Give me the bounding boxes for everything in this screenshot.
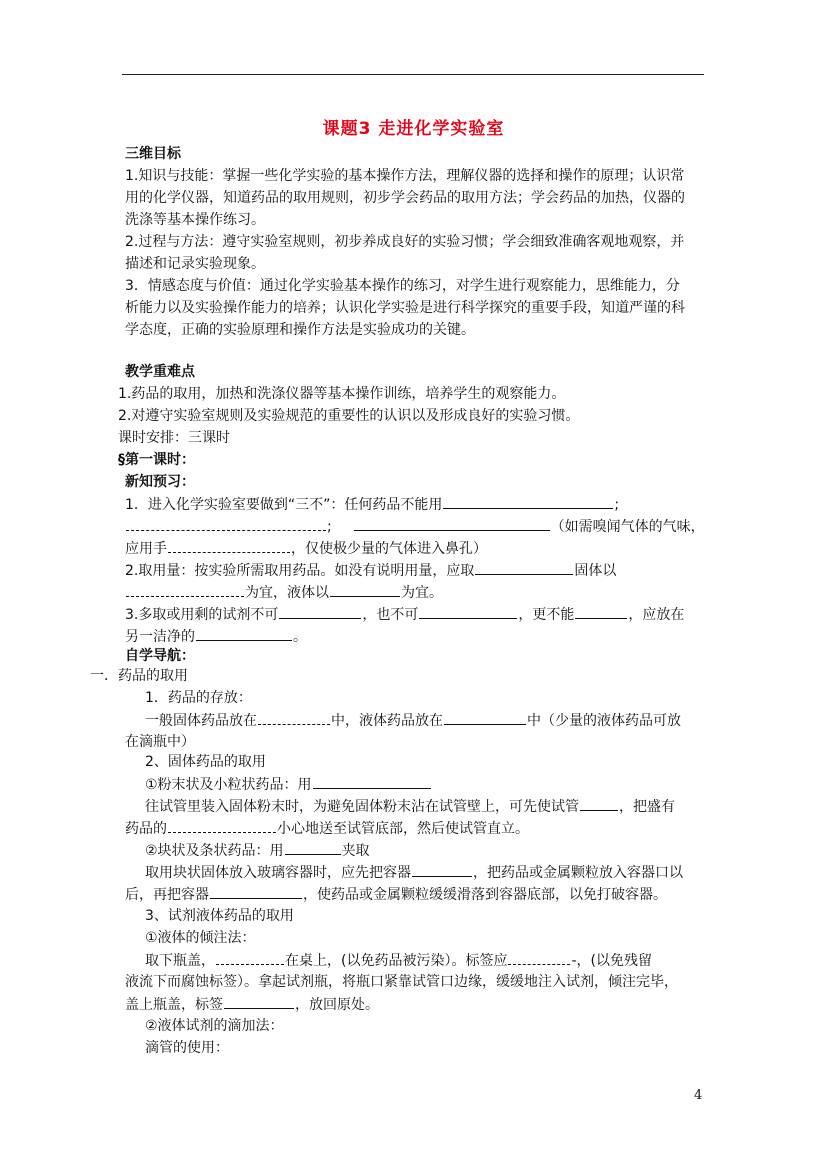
pouring-heading: ①液体的倾注法： xyxy=(145,930,256,946)
subsection-heading: 2、固体药品的取用 xyxy=(145,754,266,770)
fill-blank[interactable] xyxy=(216,950,284,965)
fill-blank[interactable] xyxy=(580,796,618,811)
text-span: 一般固体药品放在 xyxy=(145,713,257,729)
goal-text-line: 用的化学仪器，知道药品的取用规则，初步学会药品的取用方法；学会药品的加热，仪器的 xyxy=(125,190,685,206)
text-span: 中（少量的液体药品可放 xyxy=(527,713,681,729)
pouring-line xyxy=(145,950,652,971)
fill-blank[interactable] xyxy=(258,710,330,725)
fill-blank[interactable] xyxy=(168,818,276,833)
text-span: 夹取 xyxy=(341,843,370,859)
fill-blank[interactable] xyxy=(126,582,244,597)
text-span: 取用块状固体放入玻璃容器时，应先把容器 xyxy=(145,865,411,881)
solid-powder-detail xyxy=(145,796,675,817)
goal-text-line: 2.过程与方法：遵守实验室规则，初步养成良好的实验习惯；学会细致准确客观地观察，并 xyxy=(125,234,685,250)
self-study-heading: 自学导航： xyxy=(125,648,195,664)
text-span: ，把盛有 xyxy=(619,799,675,815)
text-span: 在桌上，(以免药品被污染）。标签应 xyxy=(285,953,508,969)
text-span: ，应放在 xyxy=(628,607,685,623)
fill-blank[interactable] xyxy=(412,862,472,877)
pouring-line-cont2 xyxy=(125,994,379,1015)
text-span: 为宜，液体以 xyxy=(245,585,329,601)
page-number: 4 xyxy=(694,1088,703,1103)
header-rule xyxy=(122,74,704,75)
subsection-heading: 3、试剂液体药品的取用 xyxy=(145,908,294,924)
fill-blank[interactable] xyxy=(126,516,326,531)
fill-blank[interactable] xyxy=(196,626,292,641)
fill-blank[interactable] xyxy=(419,604,517,619)
fill-blank[interactable] xyxy=(210,884,302,899)
text-span: -，(以免残留 xyxy=(571,953,652,969)
schedule-line: 课时安排：三课时 xyxy=(118,430,230,446)
text-span: 取下瓶盖， xyxy=(145,953,215,969)
text-span: 后，再把容器 xyxy=(125,887,209,903)
text-span: ，使药品或金属颗粒缓缓滑落到容器底部，以免打破容器。 xyxy=(303,887,667,903)
key-point-line: 2.对遵守实验室规则及实验规范的重要性的认识以及形成良好的实验习惯。 xyxy=(118,408,580,424)
goal-text-line: 洗涤等基本操作练习。 xyxy=(125,212,265,228)
storage-line xyxy=(145,710,681,731)
text-span: 为宜。 xyxy=(401,585,443,601)
solid-powder-line xyxy=(145,774,432,795)
preview-item-2-cont xyxy=(125,582,443,603)
text-span: 另一洁净的 xyxy=(125,629,195,645)
text-span: ，也不可 xyxy=(362,607,419,623)
pouring-line-cont: 液流下而腐蚀标签）。拿起试剂瓶，将瓶口紧靠试管口边缘，缓缓地注入试剂，倾注完毕， xyxy=(125,974,678,990)
text-span: ②块状及条状药品：用 xyxy=(145,843,284,859)
text-span: 应用手 xyxy=(125,541,167,557)
section-1-heading: 一．药品的取用 xyxy=(90,668,188,684)
fill-blank[interactable] xyxy=(475,560,573,575)
text-span: 往试管里装入固体粉末时，为避免固体粉末沾在试管壁上，可先使试管 xyxy=(145,799,579,815)
fill-blank[interactable] xyxy=(575,604,627,619)
text-span: ，放回原处。 xyxy=(295,997,379,1013)
text-span: ，更不能 xyxy=(518,607,575,623)
fill-blank[interactable] xyxy=(285,840,341,855)
solid-block-detail xyxy=(145,862,683,883)
key-point-line: 1.药品的取用，加热和洗涤仪器等基本操作训练，培养学生的观察能力。 xyxy=(118,386,566,402)
section-goals-heading: 三维目标 xyxy=(125,146,181,162)
solid-block-detail-cont xyxy=(125,884,667,905)
solid-powder-detail-cont xyxy=(125,818,529,839)
fill-blank[interactable] xyxy=(313,774,431,789)
preview-item-3-cont xyxy=(125,626,307,647)
solid-block-line xyxy=(145,840,370,861)
fill-blank[interactable] xyxy=(354,516,550,531)
text-span: ，仅使极少量的气体进入鼻孔） xyxy=(291,541,487,557)
preview-item-1-cont2 xyxy=(125,538,487,559)
fill-blank[interactable] xyxy=(224,994,294,1009)
text-span: 盖上瓶盖，标签 xyxy=(125,997,223,1013)
preview-heading: 新知预习： xyxy=(125,474,195,490)
goal-text-line: 学态度，正确的实验原理和操作方法是实验成功的关键。 xyxy=(125,322,475,338)
dropping-heading: ②液体试剂的滴加法： xyxy=(145,1018,284,1034)
fill-blank[interactable] xyxy=(330,582,400,597)
preview-item-1: 1．进入化学实验室要做到“三不”：任何药品不能用 ; xyxy=(125,494,619,515)
text-span: 药品的 xyxy=(125,821,167,837)
storage-line-cont: 在滴瓶中） xyxy=(125,734,195,750)
goal-text-line: 1.知识与技能：掌握一些化学实验的基本操作方法，理解仪器的选择和操作的原理；认识常 xyxy=(125,168,685,184)
text-span: ①粉末状及小粒状药品：用 xyxy=(145,777,312,793)
goal-text-line: 描述和记录实验现象。 xyxy=(125,256,265,272)
fill-blank[interactable] xyxy=(443,494,613,509)
dropper-heading: 滴管的使用： xyxy=(145,1040,229,1056)
preview-item-1-cont: ; （如需嗅闻气体的气味， xyxy=(125,516,705,537)
page-title: 课题3 走进化学实验室 xyxy=(322,119,505,139)
preview-item-1-tail: （如需嗅闻气体的气味， xyxy=(550,519,705,535)
fill-blank[interactable] xyxy=(279,604,361,619)
goal-text-line: 析能力以及实验操作能力的培养；认识化学实验是进行科学探究的重要手段，知道严谨的科 xyxy=(125,300,685,316)
text-span: 2.取用量：按实验所需取用药品。如没有说明用量，应取 xyxy=(125,563,475,579)
text-span: ，把药品或金属颗粒放入容器口以 xyxy=(473,865,683,881)
fill-blank[interactable] xyxy=(168,538,290,553)
text-span: 。 xyxy=(293,629,307,645)
preview-item-2 xyxy=(125,560,616,581)
text-span: 小心地送至试管底部，然后使试管直立。 xyxy=(277,821,529,837)
lesson-heading: §第一课时： xyxy=(118,452,195,468)
fill-blank[interactable] xyxy=(444,710,526,725)
fill-blank[interactable] xyxy=(508,950,570,965)
subsection-heading: 1．药品的存放： xyxy=(145,690,252,706)
section-key-points-heading: 教学重难点 xyxy=(125,364,195,380)
text-span: 中，液体药品放在 xyxy=(331,713,443,729)
text-span: 固体以 xyxy=(574,563,617,579)
text-span: 3.多取或用剩的试剂不可 xyxy=(125,607,279,623)
goal-text-line: 3．情感态度与价值：通过化学实验基本操作的练习，对学生进行观察能力，思维能力，分 xyxy=(125,278,680,294)
preview-item-1-text: 1．进入化学实验室要做到“三不”：任何药品不能用 xyxy=(125,497,443,513)
preview-item-3 xyxy=(125,604,684,625)
